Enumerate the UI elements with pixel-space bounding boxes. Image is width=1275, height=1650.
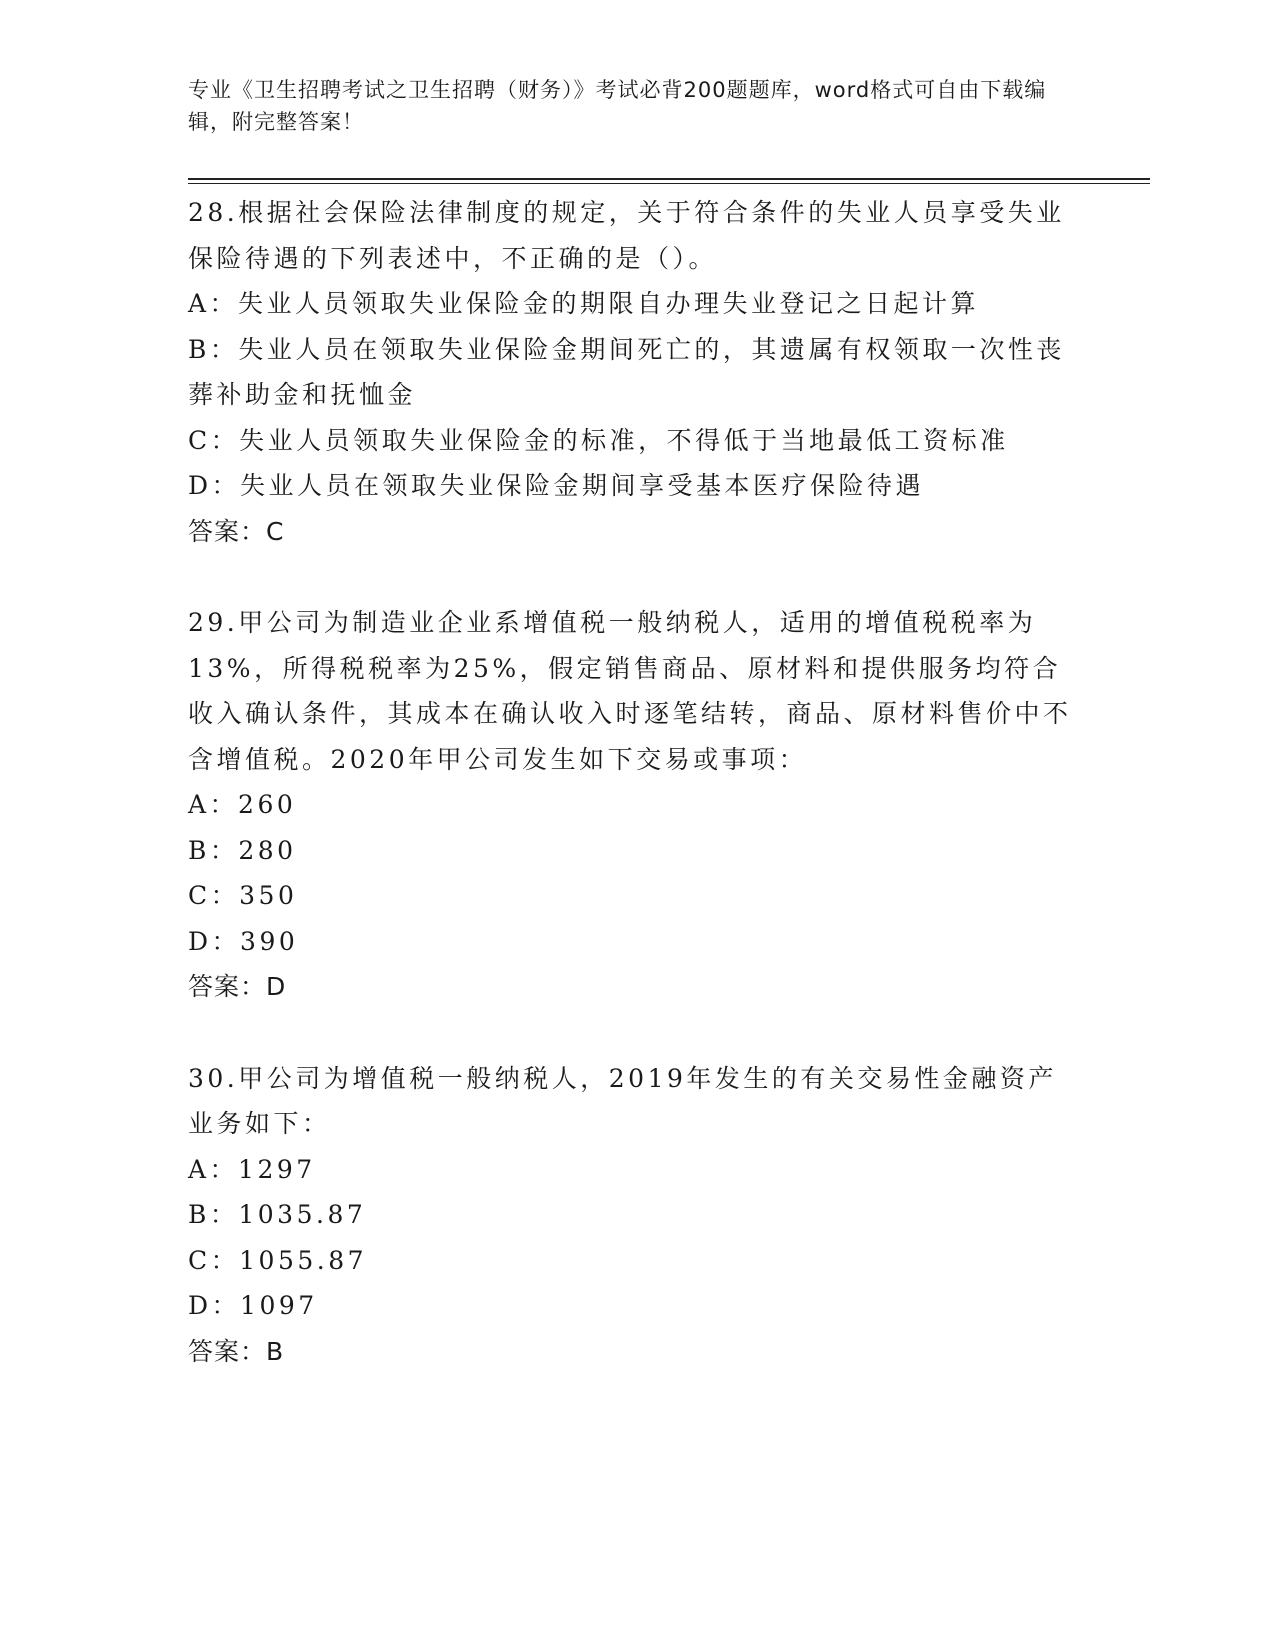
header-divider-thick [188,178,1150,180]
option-d: D：失业人员在领取失业保险金期间享受基本医疗保险待遇 [188,471,925,500]
option-a: A：失业人员领取失业保险金的期限自办理失业登记之日起计算 [188,289,980,318]
question-list [188,190,1078,1420]
option-a: A：260 [188,790,297,819]
option-b: B：失业人员在领取失业保险金期间死亡的，其遗属有权领取一次性丧葬补助金和抚恤金 [188,334,1065,409]
answer-line: 答案：B [188,1336,285,1366]
answer-line: 答案：C [188,516,285,546]
answer-line: 答案：D [188,972,287,1001]
question-stem: 28.根据社会保险法律制度的规定，关于符合条件的失业人员享受失业保险待遇的下列表述中，不正确的是（）。 [188,198,1065,273]
header-divider-thin [188,183,1150,184]
option-a: A：1297 [188,1154,316,1184]
question-29 [188,600,1078,1010]
question-stem: 29.甲公司为制造业企业系增值税一般纳税人，适用的增值税税率为13%，所得税税率为25%，假定销售商品、原材料和提供服务均符合收入确认条件，其成本在确认收入时逐笔结转，商品、原材料售价中不含增值税。2020年甲公司发生如下交易或事项： [188,608,1072,774]
option-c: C：失业人员领取失业保险金的标准，不得低于当地最低工资标准 [188,425,1009,455]
document-header: 专业《卫生招聘考试之卫生招聘（财务）》考试必背200题题库，word格式可自由下载编辑，附完整答案！ [188,78,1047,134]
option-c: C：1055.87 [188,1245,368,1275]
question-30 [188,1056,1078,1375]
option-b: B：1035.87 [188,1200,367,1229]
question-28 [188,190,1078,554]
option-c: C：350 [188,881,298,910]
question-stem: 30.甲公司为增值税一般纳税人，2019年发生的有关交易性金融资产业务如下： [188,1063,1057,1138]
option-d: D：390 [188,926,299,956]
option-d: D：1097 [188,1291,318,1320]
option-b: B：280 [188,835,297,865]
